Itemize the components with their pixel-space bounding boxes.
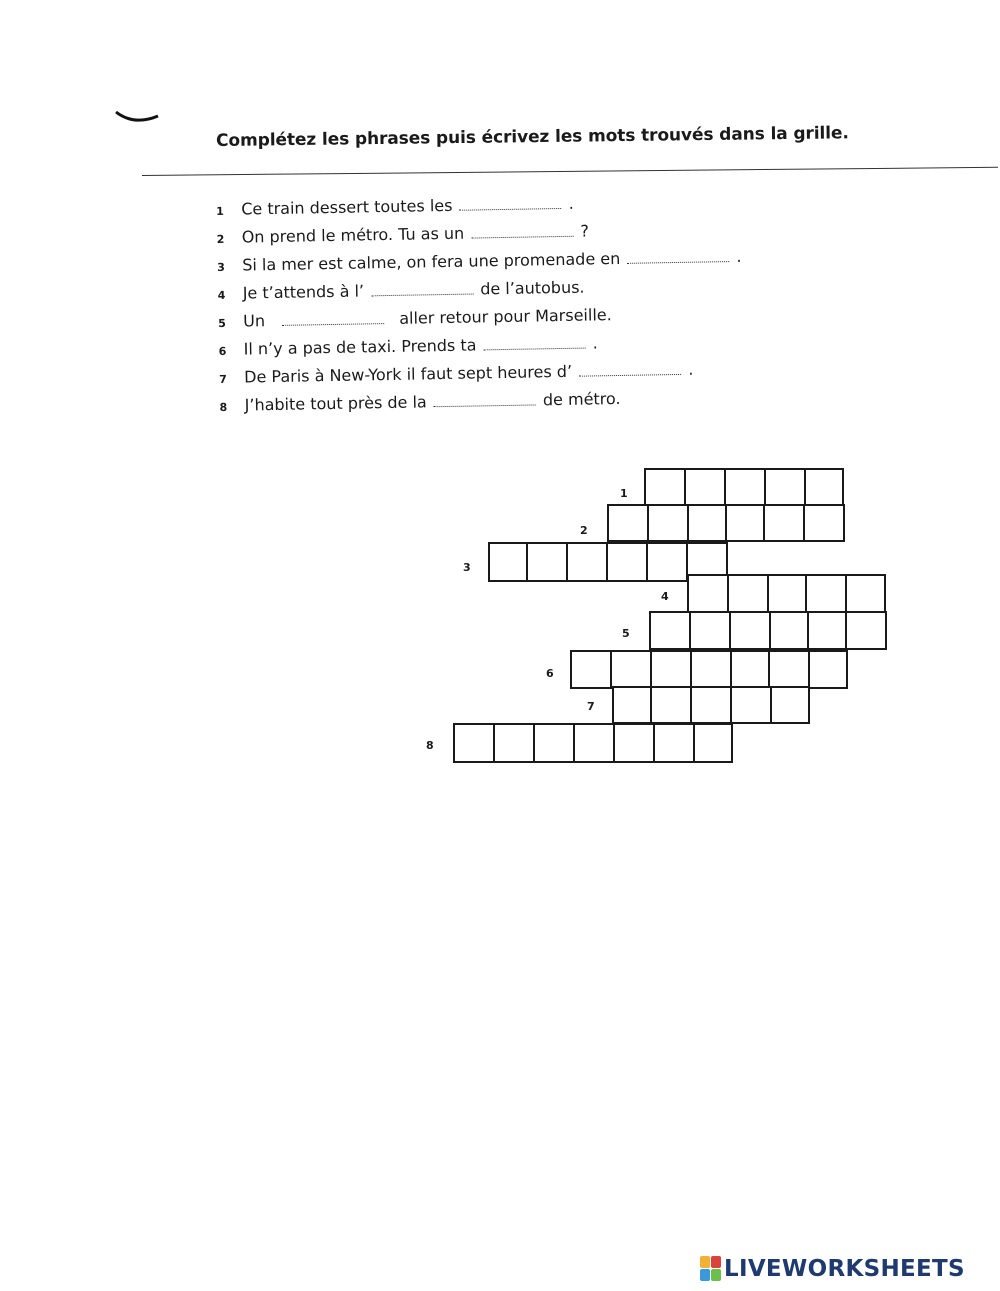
crossword-cell <box>691 687 731 723</box>
sentence-text-before: J’habite tout près de la <box>244 392 427 415</box>
crossword-cell <box>607 543 647 581</box>
sentence-number: 7 <box>219 372 227 386</box>
crossword-cell <box>694 724 732 762</box>
clue-number-7: 7 <box>587 700 595 713</box>
crossword-cell <box>770 612 808 649</box>
liveworksheets-brand[interactable] <box>700 1254 965 1284</box>
clue-number-8: 8 <box>426 739 434 752</box>
crossword-cell <box>567 543 607 581</box>
crossword-cell <box>765 469 805 505</box>
sentence-text-before: Il n’y a pas de taxi. Prends ta <box>243 335 477 359</box>
crossword-cell <box>611 651 651 688</box>
crossword-cell <box>725 469 765 505</box>
crossword-cell <box>726 505 764 541</box>
crossword-cell <box>769 651 809 688</box>
sentence-number: 4 <box>217 288 226 302</box>
crossword-cell <box>809 651 847 688</box>
sentence-text-after: ? <box>580 221 590 241</box>
sentence-text-before: Je t’attends à l’ <box>242 281 365 303</box>
sentence-number: 5 <box>218 316 226 330</box>
sentence-text-before: Un <box>243 311 266 331</box>
crossword-cell <box>647 543 687 581</box>
sentence-number: 3 <box>217 260 225 274</box>
crossword-cell <box>731 687 771 723</box>
crossword-cell <box>691 651 731 688</box>
crossword-cell <box>648 505 688 541</box>
crossword-cell <box>731 651 769 688</box>
sentence-text-after: aller retour pour Marseille. <box>399 305 612 328</box>
sentence-text-after: . <box>688 359 694 379</box>
crossword-cell <box>688 575 728 612</box>
exercise-instruction: Complétez les phrases puis écrivez les mots trouvés dans la grille. <box>216 123 849 151</box>
crossword-cell <box>846 612 886 649</box>
crossword-cell <box>690 612 730 649</box>
clue-number-4: 4 <box>661 590 669 603</box>
clue-number-2: 2 <box>580 524 588 537</box>
sentence-text-after: . <box>736 246 742 266</box>
sentence-text-before: De Paris à New-York il faut sept heures d’ <box>244 361 573 387</box>
crossword-cell <box>489 543 527 581</box>
crossword-cell <box>768 575 806 612</box>
crossword-cell <box>614 724 654 762</box>
crossword-cell <box>574 724 614 762</box>
crossword-cell <box>613 687 651 723</box>
crossword-cell <box>771 687 809 723</box>
sentence-text-after: de l’autobus. <box>480 277 585 299</box>
crossword-cell <box>494 724 534 762</box>
crossword-cell <box>571 651 611 688</box>
sentence-text-before: Si la mer est calme, on fera une promenade en <box>242 248 621 275</box>
crossword-cell <box>651 651 691 688</box>
sentence-text-after: de métro. <box>542 388 621 410</box>
sentence-text-before: Ce train dessert toutes les <box>241 195 453 219</box>
crossword-cell <box>645 469 685 505</box>
sentence-number: 8 <box>219 400 228 414</box>
crossword-cell <box>685 469 725 505</box>
crossword-cell <box>730 612 770 649</box>
sentence-text-before: On prend le métro. Tu as un <box>241 223 465 247</box>
crossword-cell <box>808 612 846 649</box>
sentence-number: 6 <box>218 344 227 358</box>
crossword-cell <box>651 687 691 723</box>
crossword-cell <box>608 505 648 541</box>
crossword-cell <box>804 505 844 541</box>
sentence-text-after: . <box>592 333 598 353</box>
liveworksheets-logo-icon <box>700 1256 722 1282</box>
crossword-cell <box>805 469 843 505</box>
sentence-text-after: . <box>568 193 574 213</box>
clue-number-1: 1 <box>620 487 628 500</box>
brand-name: LIVEWORKSHEETS <box>724 1256 965 1282</box>
crossword-cell <box>688 505 726 541</box>
clue-number-5: 5 <box>622 627 630 640</box>
crossword-cell <box>454 724 494 762</box>
crossword-cell <box>534 724 574 762</box>
crossword-cell <box>764 505 804 541</box>
crossword-cell <box>527 543 567 581</box>
clue-number-6: 6 <box>546 667 554 680</box>
crossword-cell <box>728 575 768 612</box>
sentence-number: 2 <box>216 232 225 246</box>
sentence-number: 1 <box>216 204 224 218</box>
crossword-cell <box>846 575 885 612</box>
crossword-cell <box>806 575 846 612</box>
crossword-cell <box>650 612 690 649</box>
crossword-cell <box>654 724 694 762</box>
clue-number-3: 3 <box>463 561 471 574</box>
